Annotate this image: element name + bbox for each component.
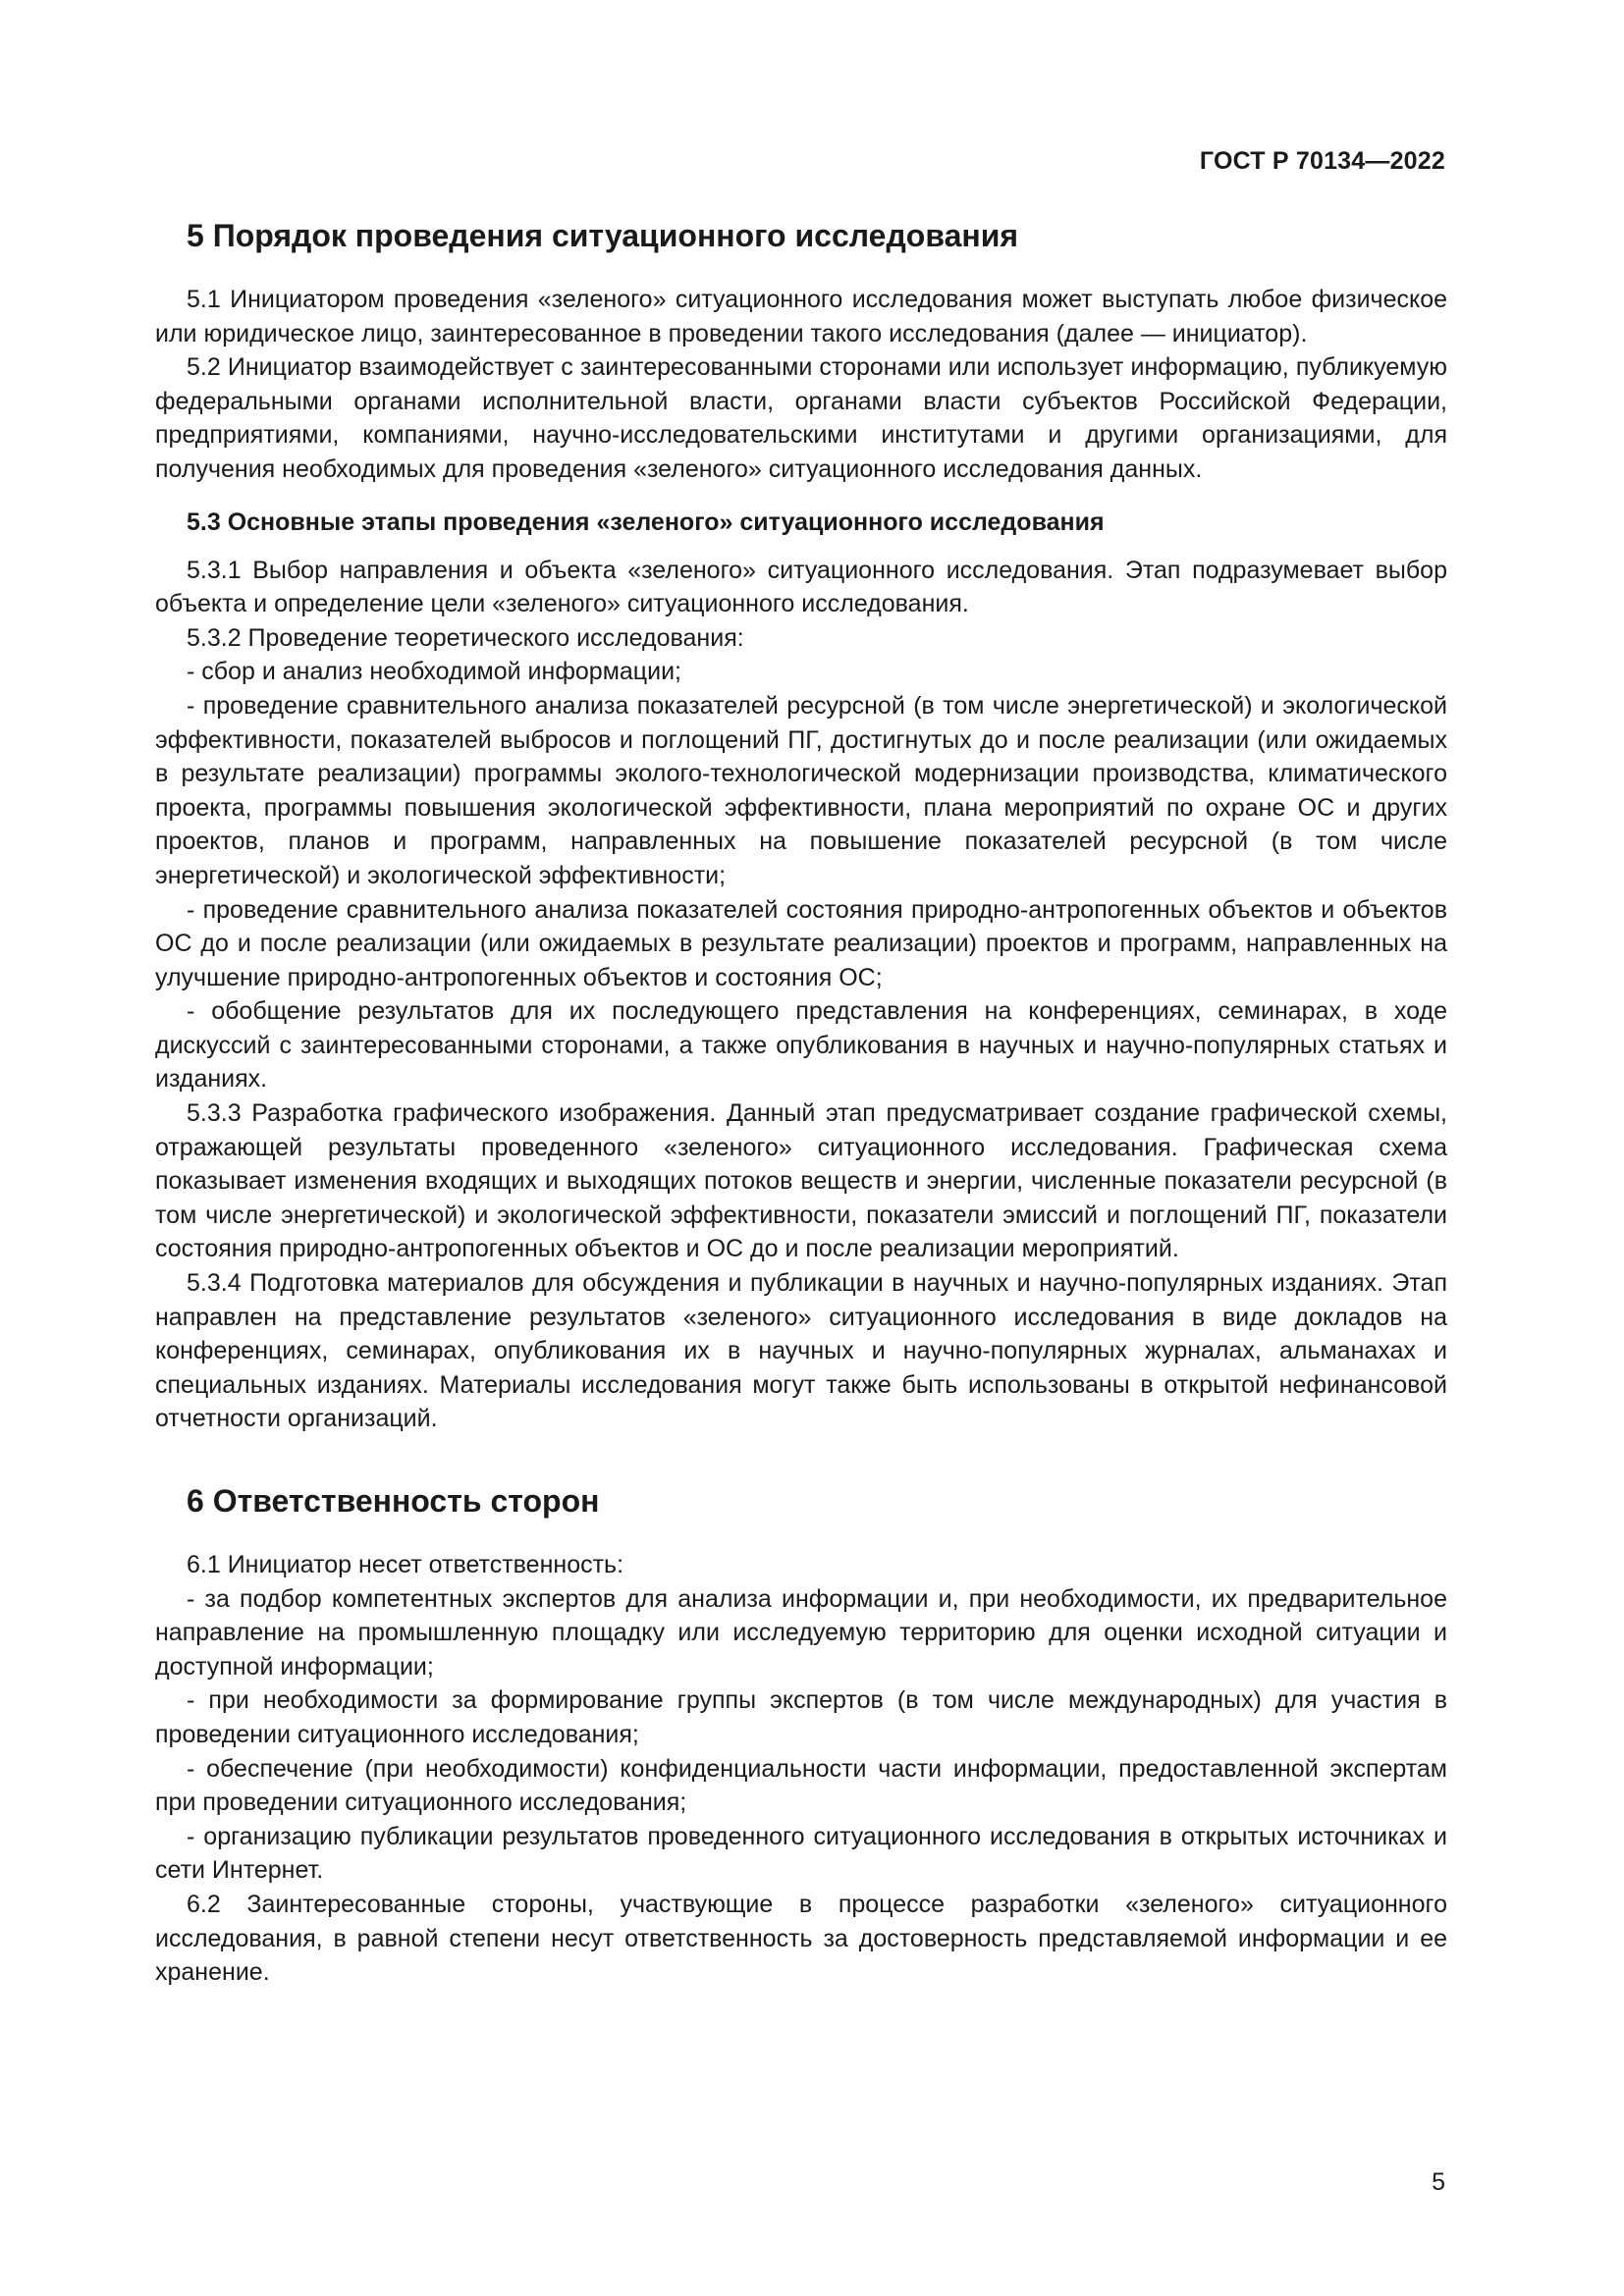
- paragraph-5-2: 5.2 Инициатор взаимодействует с заинтересованными сторонами или использует информацию, публикуемую федеральными органами исполнительной власти, органами власти субъектов Российской Федерации, предприятиями, компаниями, научно-исследовательскими институтами и другими организациями, для получения необходимых для проведения «зеленого» ситуационного исследования данных.: [155, 353, 1447, 483]
- subsection-5-3-title: 5.3 Основные этапы проведения «зеленого» ситуационного исследования: [187, 507, 1105, 536]
- list-item: - обобщение результатов для их последующего представления на конференциях, семинарах, в ходе дискуссий с заинтересованными сторонами, а также опубликования в научных и научно-популярных статьях и изданиях.: [155, 997, 1447, 1094]
- document-body: [155, 214, 1447, 1990]
- paragraph-5-3-3: 5.3.3 Разработка графического изображения. Данный этап предусматривает создание графической схемы, отражающей результаты проведенного «зеленого» ситуационного исследования. Графическая схема показывает изменения входящих и выходящих потоков веществ и энергии, численные показатели ресурсной (в том числе энергетической) и экологической эффективности, показатели эмиссий и поглощений ПГ, показатели состояния природно-антропогенных объектов и ОС до и после реализации мероприятий.: [155, 1099, 1447, 1263]
- section-spacer: [155, 1436, 1447, 1479]
- paragraph-5-3-2: 5.3.2 Проведение теоретического исследования:: [187, 623, 744, 652]
- paragraph-5-3-4: 5.3.4 Подготовка материалов для обсуждения и публикации в научных и научно-популярных изданиях. Этап направлен на представление результатов «зеленого» ситуационного исследования в виде докладов на конференциях, семинарах, опубликования их в научных и научно-популярных журналах, альманахах и специальных изданиях. Материалы исследования могут также быть использованы в открытой нефинансовой отчетности организаций.: [155, 1269, 1447, 1433]
- list-item: - сбор и анализ необходимой информации;: [187, 658, 681, 686]
- document-code: ГОСТ Р 70134—2022: [1199, 147, 1445, 175]
- paragraph-5-1: 5.1 Инициатором проведения «зеленого» ситуационного исследования может выступать любое физическое или юридическое лицо, заинтересованное в проведении такого исследования (далее — инициатор).: [155, 286, 1447, 347]
- list-item: - проведение сравнительного анализа показателей ресурсной (в том числе энергетической) и экологической эффективности, показателей выбросов и поглощений ПГ, достигнутых до и после реализации (или ожидаемых в результате реализации) программы эколого-технологической модернизации производства, климатического проекта, программы повышения экологической эффективности, плана мероприятий по охране ОС и других проектов, планов и программ, направленных на повышение показателей ресурсной (в том числе энергетической) и экологической эффективности;: [155, 691, 1447, 889]
- list-item: - за подбор компетентных экспертов для анализа информации и, при необходимости, их предварительное направление на промышленную площадку или исследуемую территорию для оценки исходной ситуации и доступной информации;: [155, 1584, 1447, 1681]
- list-item: - проведение сравнительного анализа показателей состояния природно-антропогенных объектов и объектов ОС до и после реализации (или ожидаемых в результате реализации) проектов и программ, направленных на улучшение природно-антропогенных объектов и состояния ОС;: [155, 895, 1447, 991]
- page-number: 5: [1432, 2168, 1445, 2196]
- paragraph-6-1: 6.1 Инициатор несет ответственность:: [187, 1551, 624, 1578]
- list-item: - организацию публикации результатов проведенного ситуационного исследования в открытых источниках и сети Интернет.: [155, 1822, 1447, 1885]
- list-item: - обеспечение (при необходимости) конфиденциальности части информации, предоставленной экспертам при проведении ситуационного исследования;: [155, 1754, 1447, 1817]
- section-6-title: 6 Ответственность сторон: [187, 1483, 600, 1519]
- paragraph-6-2: 6.2 Заинтересованные стороны, участвующие в процессе разработки «зеленого» ситуационного исследования, в равной степени несут ответственность за достоверность представляемой информации и ее хранение.: [155, 1890, 1447, 1987]
- list-item: - при необходимости за формирование группы экспертов (в том числе международных) для участия в проведении ситуационного исследования;: [155, 1686, 1447, 1748]
- section-5-title: 5 Порядок проведения ситуационного исследования: [187, 218, 1019, 253]
- paragraph-5-3-1: 5.3.1 Выбор направления и объекта «зеленого» ситуационного исследования. Этап подразумевает выбор объекта и определение цели «зеленого» ситуационного исследования.: [155, 556, 1447, 618]
